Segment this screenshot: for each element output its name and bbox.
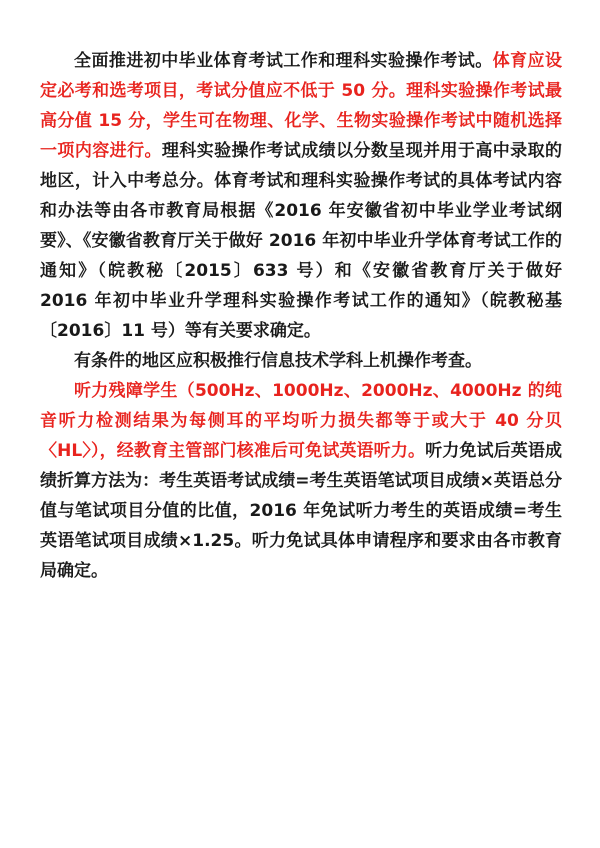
highlighted-text-segment: 听力残障学生（500Hz、1000Hz、2000Hz、4000Hz 的纯音听力检测结果为每侧耳的平均听力损失都等于或大于 40 分贝〈HL〉），经教育主管部门核准后可免试英语听力。 [40,381,562,461]
paragraph-it-exam [40,346,562,376]
text-segment: 听力免试后英语成绩折算方法为：考生英语考试成绩=考生英语笔试项目成绩×英语总分值与笔试项目分值的比值，2016 年免试听力考生的英语成绩=考生英语笔试项目成绩×1.25。听力免试具体申请程序和要求由各市教育局确定。 [40,441,562,581]
text-segment: 理科实验操作考试成绩以分数呈现并用于高中录取的地区，计入中考总分。体育考试和理科实验操作考试的具体考试内容和办法等由各市教育局根据《2016 年安徽省初中毕业学业考试纲要》、《安徽省教育厅关于做好 2016 年初中毕业升学体育考试工作的通知》（皖教秘〔2015〕633 号）和《安徽省教育厅关于做好 2016 年初中毕业升学理科实验操作考试工作的通知》（皖教秘基〔2016〕11 号）等有关要求确定。 [40,141,563,341]
text-segment: 有条件的地区应积极推行信息技术学科上机操作考查。 [74,351,482,371]
paragraph-exam-policy [40,46,562,346]
highlighted-text-segment: 体育应设定必考和选考项目，考试分值应不低于 50 分。理科实验操作考试最高分值 15 分，学生可在物理、化学、生物实验操作考试中随机选择一项内容进行。 [40,51,563,161]
document-body [40,46,562,586]
paragraph-hearing-exemption [40,376,562,586]
text-segment: 全面推进初中毕业体育考试工作和理科实验操作考试。 [74,51,493,71]
